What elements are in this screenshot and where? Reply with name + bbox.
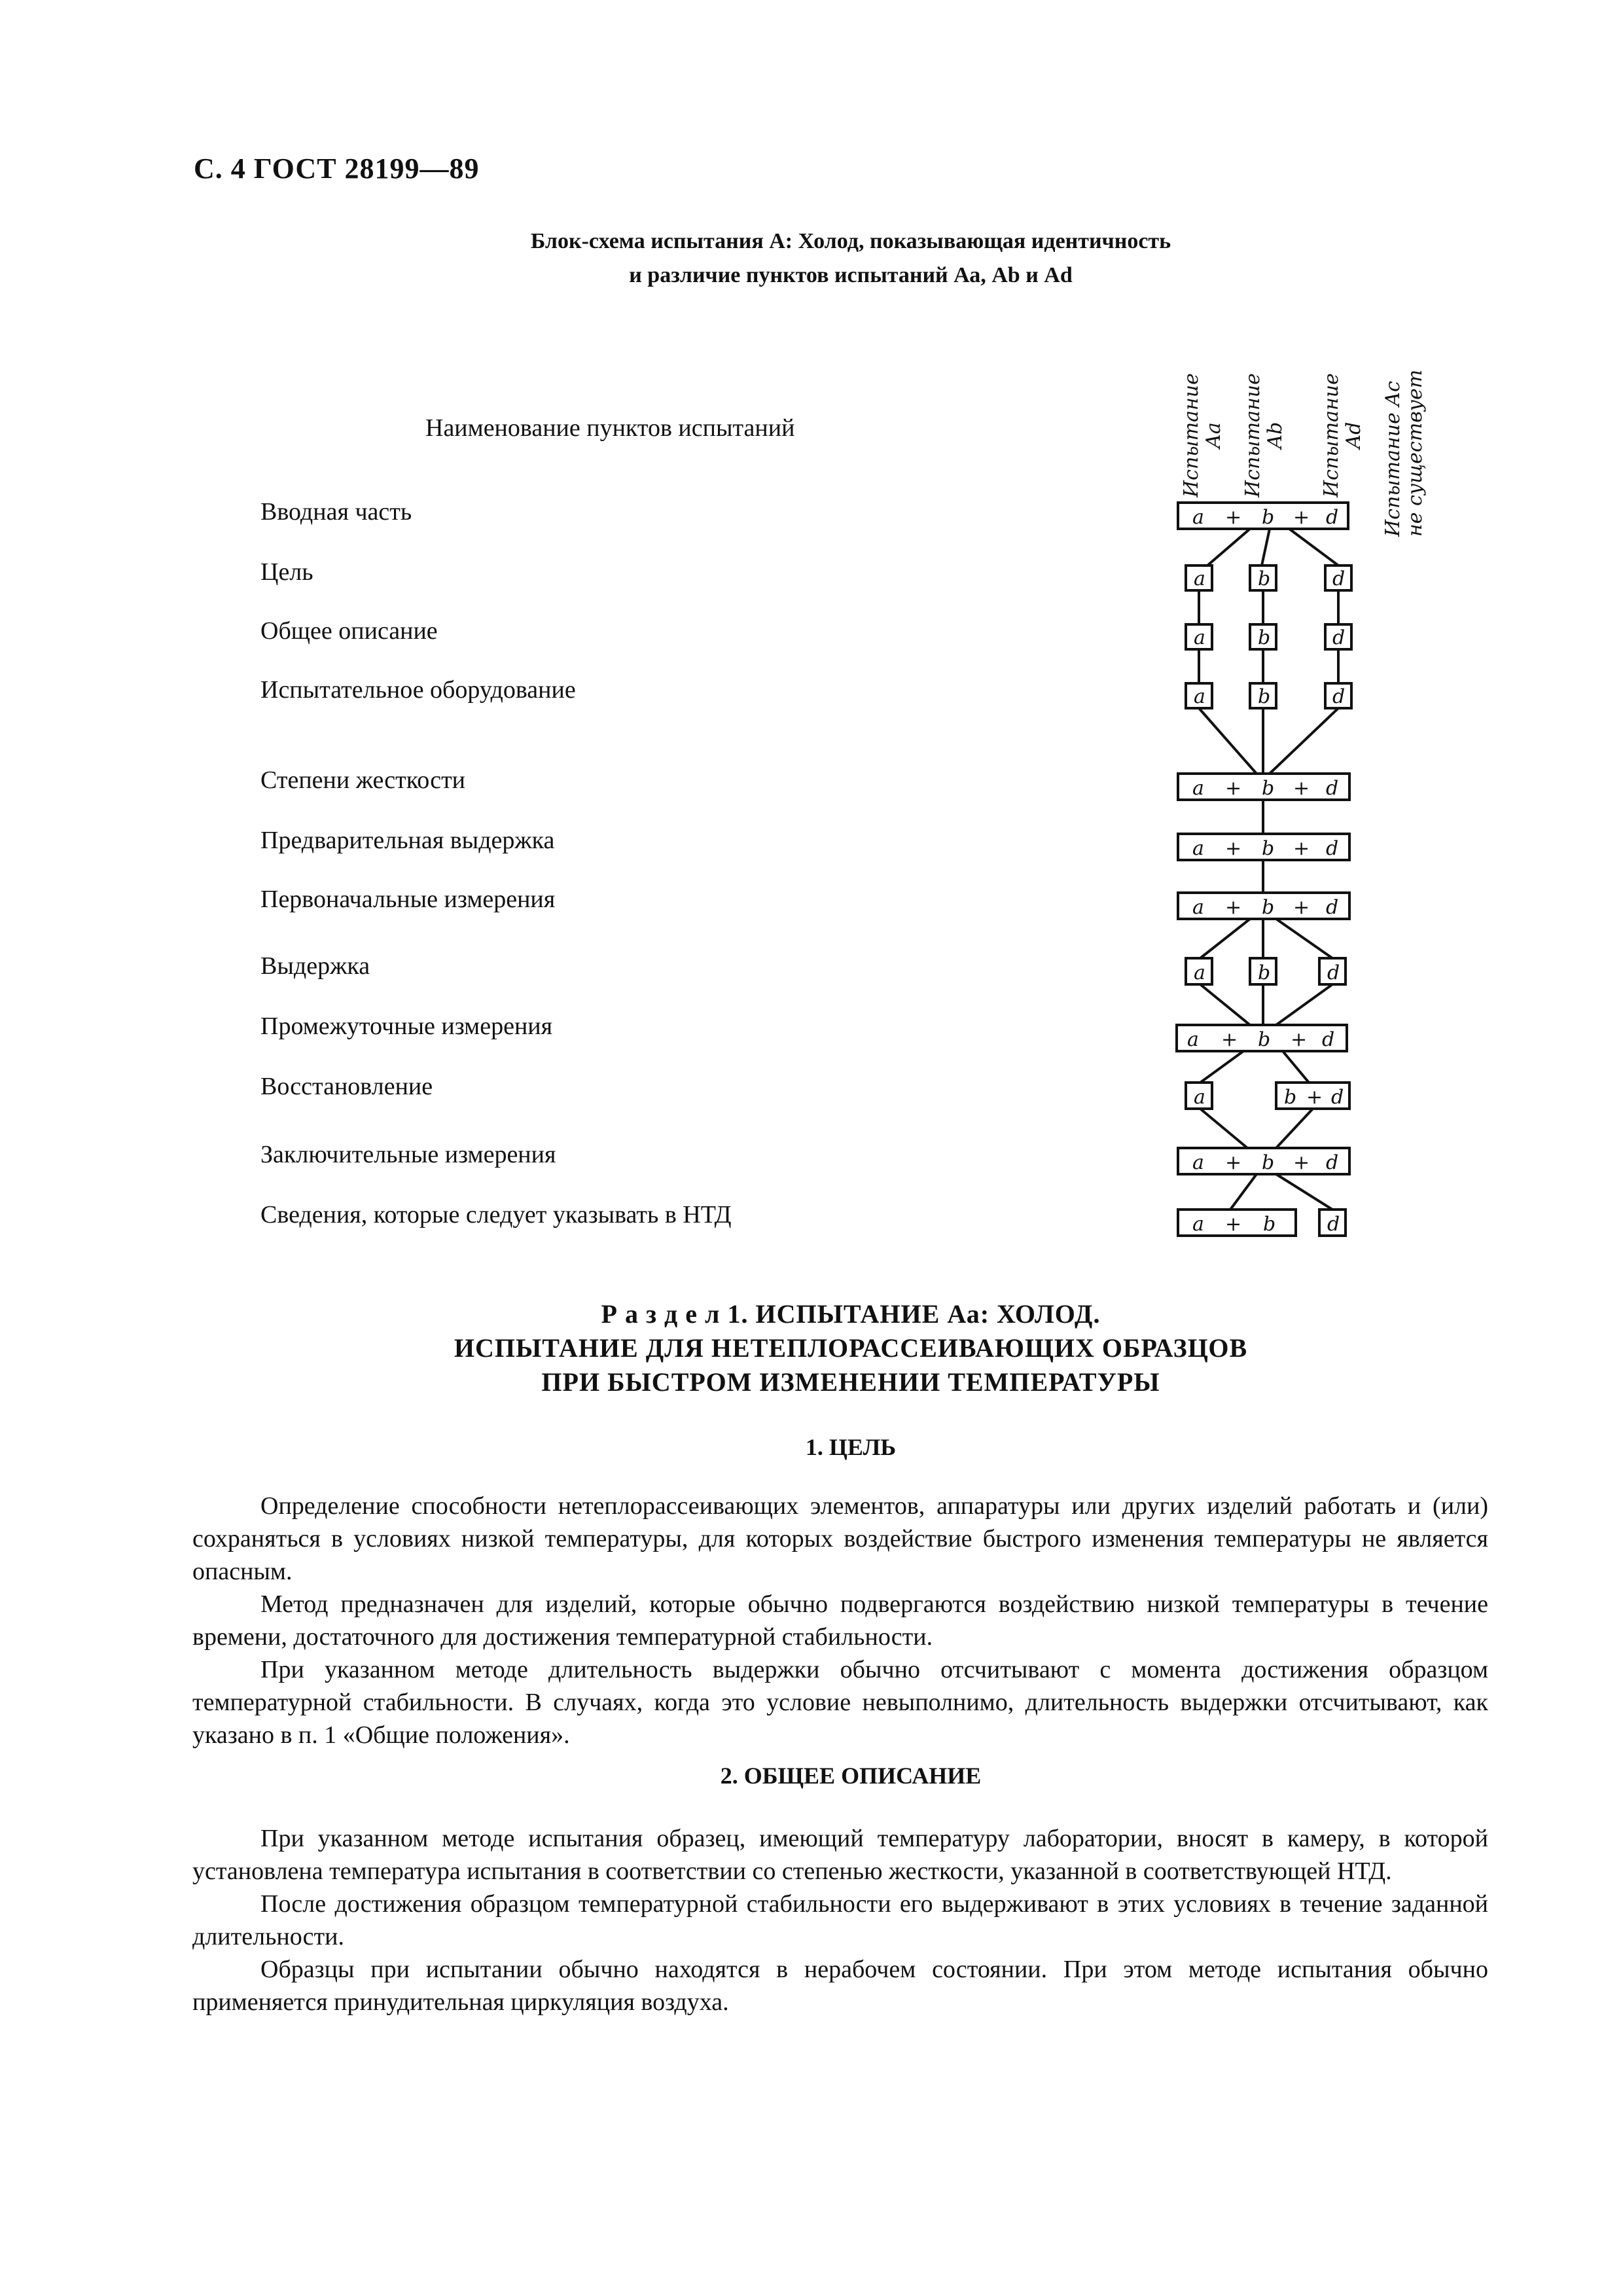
subsection-heading-purpose: 1. ЦЕЛЬ — [805, 1434, 897, 1460]
column-header-ad-line2: Ad — [1342, 422, 1365, 449]
label-exposure-b: b — [1258, 961, 1271, 984]
paragraph: При указанном методе испытания образец, имеющий температуру лаборатории, вносят в камеру, в которой установлена температура испытания в соответствии со степенью жесткости, указанной в соответствующей НТД. — [192, 1825, 1488, 1885]
label-severity-a: a — [1192, 777, 1204, 800]
label-intro-plus1: + — [1225, 506, 1242, 529]
figure-caption-line1: Блок-схема испытания А: Холод, показывающая идентичность — [530, 229, 1171, 253]
label-general-d: d — [1332, 626, 1346, 649]
column-header-ad-line1: Испытание — [1320, 373, 1343, 497]
label-recovery-d: d — [1331, 1086, 1344, 1109]
row-label-severity: Степени жесткости — [260, 766, 466, 794]
label-initial-d: d — [1326, 896, 1339, 919]
label-intro-d: d — [1326, 506, 1339, 529]
subsection-general-body — [192, 1822, 1488, 2018]
row-label-initial-meas: Первоначальные измерения — [260, 886, 556, 913]
paragraph: При указанном методе длительность выдержки обычно отсчитывают с момента достижения образцом температурной стабильности. В случаях, когда это условие невыполнимо, длительность выдержки отсчитывают, как указано в п. 1 «Общие положения». — [192, 1656, 1488, 1749]
label-final-b: b — [1262, 1151, 1275, 1174]
row-label-precond: Предварительная выдержка — [260, 827, 555, 854]
label-final-plus2: + — [1293, 1151, 1310, 1174]
label-info-b: b — [1263, 1213, 1276, 1236]
label-initial-plus1: + — [1225, 896, 1242, 919]
label-purpose-b: b — [1258, 567, 1271, 590]
label-intro-plus2: + — [1293, 506, 1310, 529]
label-final-a: a — [1192, 1151, 1204, 1174]
label-initial-b: b — [1262, 896, 1275, 919]
paragraph: После достижения образцом температурной стабильности его выдерживают в этих условиях в течение заданной длительности. — [192, 1890, 1488, 1950]
figure-caption-line2: и различие пунктов испытаний Аа, Аb и Аd — [629, 263, 1073, 287]
column-header-ac-line2: не существует — [1404, 369, 1427, 537]
row-label-interm-meas: Промежуточные измерения — [260, 1013, 553, 1040]
label-interm-b: b — [1258, 1028, 1271, 1051]
row-label-recovery: Восстановление — [260, 1073, 433, 1100]
label-info-plus: + — [1225, 1213, 1242, 1236]
table-heading: Наименование пунктов испытаний — [425, 414, 795, 442]
label-intro-b: b — [1262, 506, 1275, 529]
label-precond-b: b — [1262, 837, 1275, 860]
paragraph: Определение способности нетеплорассеивающих элементов, аппаратуры или других изделий работать и (или) сохраняться в условиях низкой температуры, для которых воздействие быстрого изменения температуры не является опасным. — [192, 1492, 1488, 1585]
label-info-d: d — [1327, 1213, 1340, 1236]
label-exposure-a: a — [1194, 961, 1205, 984]
row-label-intro: Вводная часть — [260, 498, 412, 526]
label-general-b: b — [1258, 626, 1271, 649]
row-label-exposure: Выдержка — [260, 952, 370, 980]
diagram-labels — [1187, 506, 1345, 1236]
subsection-heading-general: 2. ОБЩЕЕ ОПИСАНИЕ — [720, 1763, 982, 1789]
label-precond-plus1: + — [1225, 837, 1242, 860]
label-precond-a: a — [1192, 837, 1204, 860]
label-interm-d: d — [1322, 1028, 1335, 1051]
column-header-aa-line1: Испытание — [1180, 373, 1203, 497]
label-severity-d: d — [1326, 777, 1339, 800]
label-equipment-d: d — [1332, 685, 1346, 708]
label-severity-b: b — [1262, 777, 1275, 800]
label-intro-a: a — [1192, 506, 1204, 529]
label-interm-plus2: + — [1291, 1028, 1308, 1051]
column-header-aa-line2: Aa — [1202, 422, 1225, 448]
label-interm-a: a — [1187, 1028, 1199, 1051]
page-header: С. 4 ГОСТ 28199—89 — [194, 152, 480, 185]
section-title-line3: ПРИ БЫСТРОМ ИЗМЕНЕНИИ ТЕМПЕРАТУРЫ — [541, 1367, 1160, 1397]
label-info-a: a — [1192, 1213, 1204, 1236]
label-recovery-plus: + — [1306, 1086, 1323, 1109]
label-purpose-a: a — [1194, 567, 1205, 590]
label-interm-plus1: + — [1221, 1028, 1238, 1051]
label-precond-d: d — [1326, 837, 1339, 860]
label-recovery-b: b — [1284, 1086, 1297, 1109]
section-title-line1: Р а з д е л 1. ИСПЫТАНИЕ Аа: ХОЛОД. — [601, 1299, 1101, 1329]
label-recovery-a: a — [1194, 1086, 1205, 1109]
label-initial-a: a — [1192, 896, 1204, 919]
row-label-info-ntd: Сведения, которые следует указывать в НТД — [260, 1201, 732, 1229]
row-label-purpose: Цель — [260, 558, 313, 586]
subsection-purpose-body — [192, 1490, 1488, 1751]
label-final-d: d — [1326, 1151, 1339, 1174]
label-general-a: a — [1194, 626, 1205, 649]
diagram-lines — [1177, 503, 1351, 1236]
column-header-ab-line2: Ab — [1264, 422, 1287, 449]
row-label-general: Общее описание — [260, 617, 438, 645]
label-severity-plus1: + — [1225, 777, 1242, 800]
column-header-ab-line1: Испытание — [1241, 373, 1264, 497]
label-severity-plus2: + — [1293, 777, 1310, 800]
paragraph: Образцы при испытании обычно находятся в нерабочем состоянии. При этом методе испытания обычно применяется принудительная циркуляция воздуха. — [192, 1956, 1488, 2016]
label-initial-plus2: + — [1293, 896, 1310, 919]
label-equipment-a: a — [1194, 685, 1205, 708]
row-label-equipment: Испытательное оборудование — [260, 676, 576, 704]
row-label-final-meas: Заключительные измерения — [260, 1141, 556, 1168]
column-header-ac-line1: Испытание Ac — [1382, 381, 1404, 537]
label-purpose-d: d — [1332, 567, 1346, 590]
section-title-line2: ИСПЫТАНИЕ ДЛЯ НЕТЕПЛОРАССЕИВАЮЩИХ ОБРАЗЦОВ — [454, 1333, 1248, 1363]
label-final-plus1: + — [1225, 1151, 1242, 1174]
label-equipment-b: b — [1258, 685, 1271, 708]
paragraph: Метод предназначен для изделий, которые обычно подвергаются воздействию низкой температуры в течение времени, достаточного для достижения температурной стабильности. — [192, 1590, 1488, 1651]
label-exposure-d: d — [1327, 961, 1340, 984]
label-precond-plus2: + — [1293, 837, 1310, 860]
